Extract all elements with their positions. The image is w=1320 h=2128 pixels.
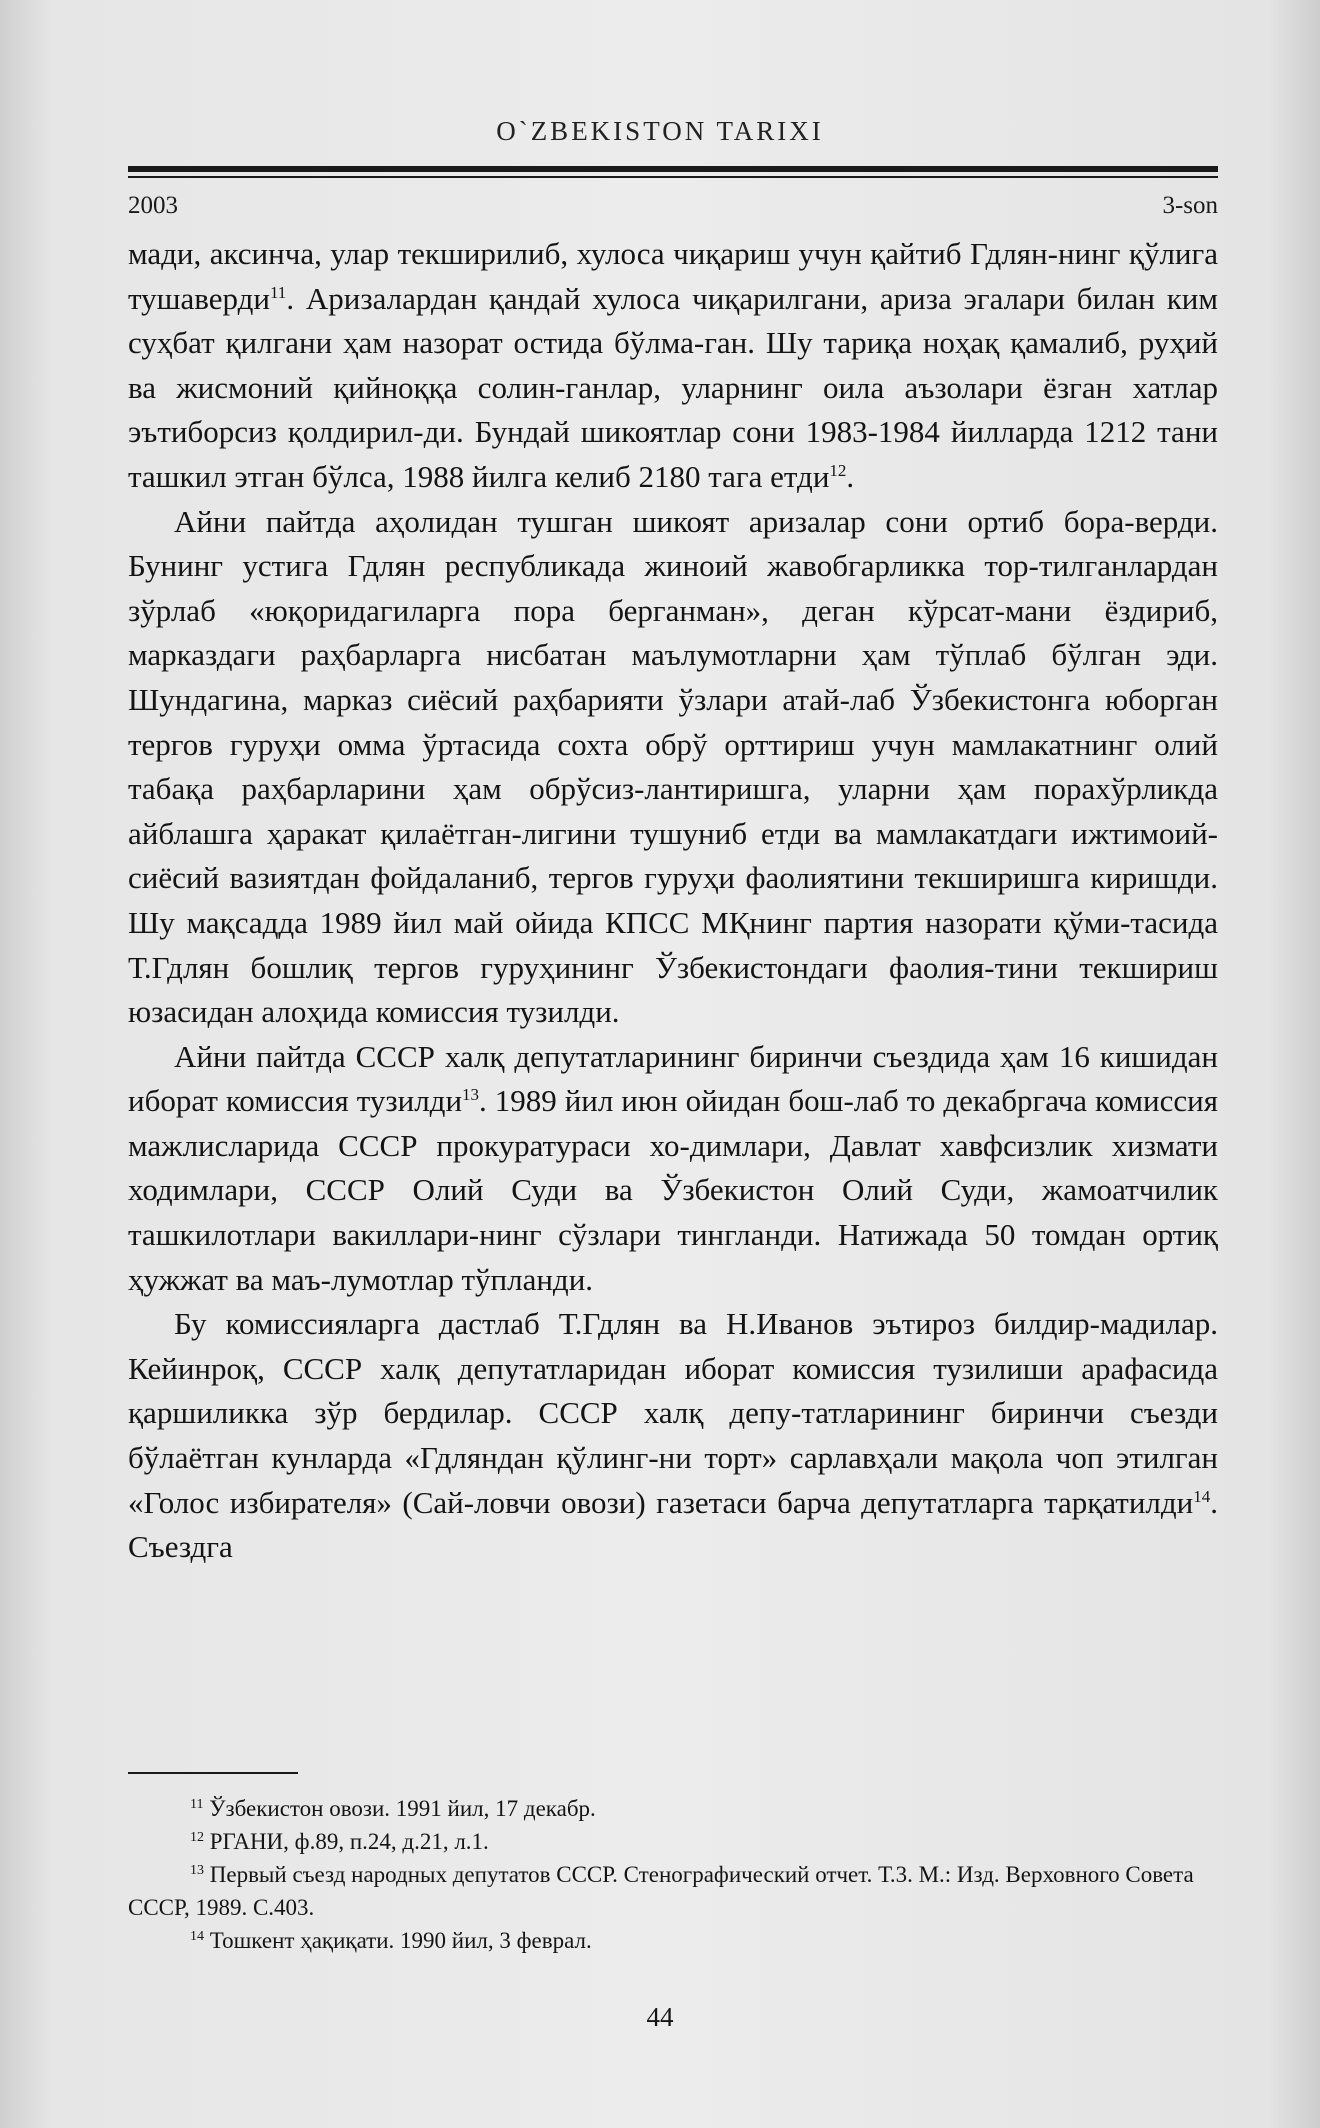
footnote-text: Первый съезд народных депутатов СССР. Стенографический отчет. Т.3. М.: Изд. Верховного Совета СССР, 1989. С.403.: [128, 1862, 1194, 1920]
footnote-number: 14: [190, 1929, 204, 1944]
paragraph-1-text-a: мади, аксинча, улар текширилиб, хулоса чиқариш учун қайтиб Гдлян-нинг қўлига тушаверди: [128, 236, 1218, 316]
footnote-text: Ўзбекистон овози. 1991 йил, 17 декабр.: [209, 1796, 596, 1821]
issue-year: 2003: [128, 192, 178, 219]
article-body: [128, 232, 1218, 1570]
issue-number: 3-son: [1162, 192, 1218, 219]
footnote-text: Тошкент ҳақиқати. 1990 йил, 3 феврал.: [209, 1928, 592, 1953]
paragraph-4-text-b: . Съездга: [128, 1484, 1218, 1565]
footnote-ref-12: 12: [829, 460, 847, 480]
paragraph-1-text-b: . Аризалардан қандай хулоса чиқарилгани, ариза эгалари билан ким суҳбат қилгани ҳам назорат остида бўлма-ган. Шу тариқа ноҳақ қамалиб, руҳий ва жисмоний қийноққа солин-ганлар, уларнинг оила аъзолари ёзган хатлар эътиборсиз қолдирил-ди. Бундай шикоятлар сони 1983-1984 йилларда 1212 тани ташкил этган бўлса, 1988 йилга келиб 2180 тага етди: [128, 280, 1218, 494]
footnote-ref-14: 14: [1193, 1486, 1211, 1506]
footnote-ref-11: 11: [269, 282, 287, 302]
footnote-13: [128, 1858, 1218, 1924]
footnotes: [128, 1792, 1218, 1957]
journal-title: O`ZBEKISTON TARIXI: [496, 116, 824, 146]
footnote-number: 12: [190, 1830, 204, 1845]
paragraph-3-text-b: . 1989 йил июн ойидан бош-лаб то декабргача комиссия мажлисларида СССР прокуратураси хо-димлари, Давлат хавфсизлик хизмати ходимлари, СССР Олий Суди ва Ўзбекистон Олий Суди, жамоатчилик ташкилотлари вакиллари-нинг сўзлари тингланди. Натижада 50 томдан ортиқ ҳужжат ва маъ-лумотлар тўпланди.: [128, 1083, 1218, 1297]
paragraph-3: [128, 1035, 1218, 1303]
paragraph-1: [128, 232, 1218, 500]
header-rule-thick: [128, 166, 1218, 172]
footnote-separator: [128, 1772, 298, 1774]
header-rule-thin: [128, 176, 1218, 178]
footnote-14: [128, 1924, 1218, 1957]
footnote-12: [128, 1825, 1218, 1858]
paragraph-4-text-a: Бу комиссияларга дастлаб Т.Гдлян ва Н.Иванов эътироз билдир-мадилар. Кейинроқ, СССР халқ депутатларидан иборат комиссия тузилиши арафасида қаршиликка зўр бердилар. СССР халқ депу-татларининг биринчи съезди бўлаётган кунларда «Гдляндан қўлинг-ни торт» сарлавҳали мақола чоп этилган «Голос избирателя» (Сай-ловчи овози) газетаси барча депутатларга тарқатилди: [128, 1306, 1218, 1520]
paragraph-1-text-c: .: [846, 458, 855, 494]
footnote-ref-13: 13: [462, 1085, 480, 1105]
paragraph-3-text-a: Айни пайтда СССР халқ депутатларининг биринчи съездида ҳам 16 кишидан иборат комиссия тузилди: [128, 1038, 1218, 1119]
footnote-number: 13: [190, 1863, 204, 1878]
footnote-text: РГАНИ, ф.89, п.24, д.21, л.1.: [209, 1829, 489, 1854]
footnote-number: 11: [190, 1797, 204, 1812]
footnote-11: [128, 1792, 1218, 1825]
page-number: 44: [646, 2002, 674, 2032]
paragraph-4: [128, 1302, 1218, 1570]
paragraph-2: Айни пайтда аҳолидан тушган шикоят аризалар сони ортиб бора-верди. Бунинг устига Гдлян республикада жиноий жавобгарликка тор-тилганлардан зўрлаб «юқоридагиларга пора берганман», деган кўрсат-мани ёздириб, марказдаги раҳбарларга нисбатан маълумотларни ҳам тўплаб бўлган эди. Шундагина, марказ сиёсий раҳбарияти ўзлари атай-лаб Ўзбекистонга юборган тергов гуруҳи омма ўртасида сохта обрў орттириш учун мамлакатнинг олий табақа раҳбарларини ҳам обрўсиз-лантиришга, уларни ҳам порахўрликда айблашга ҳаракат қилаётган-лигини тушуниб етди ва мамлакатдаги ижтимоий-сиёсий вазиятдан фойдаланиб, тергов гуруҳи фаолиятини текширишга киришди. Шу мақсадда 1989 йил май ойида КПСС МҚнинг партия назорати қўми-тасида Т.Гдлян бошлиқ тергов гуруҳининг Ўзбекистондаги фаолия-тини текшириш юзасидан алоҳида комиссия тузилди.: [128, 503, 1218, 1030]
